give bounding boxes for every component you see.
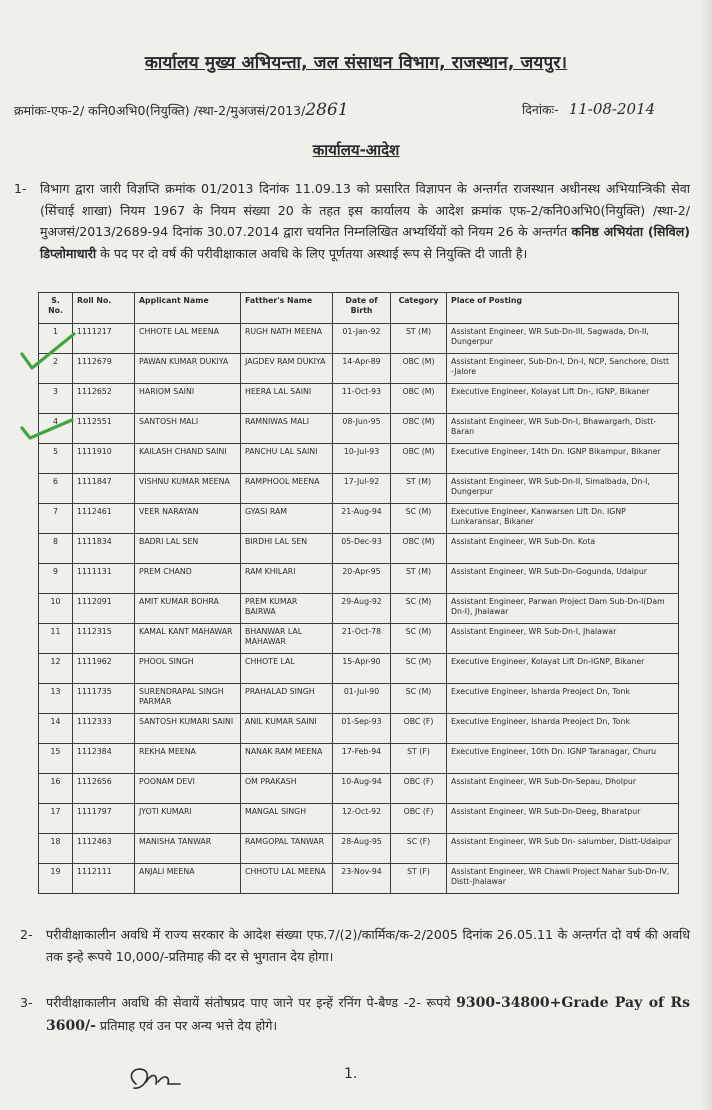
col-header-posting: Place of Posting — [447, 293, 679, 324]
cell-sno: 11 — [39, 624, 73, 654]
table-row — [39, 864, 679, 894]
paragraph-1-end: के पद पर दो वर्ष की परीवीक्षाकाल अवधि के लिए पूर्णतया अस्थाई रूप से नियुक्ति दी जाती है। — [100, 245, 528, 261]
col-header-dob: Date of Birth — [333, 293, 391, 324]
cell-category: ST (F) — [391, 864, 447, 894]
cell-father-name: OM PRAKASH — [241, 774, 333, 804]
reference-number-line — [14, 100, 349, 120]
table-row — [39, 834, 679, 864]
table-row — [39, 774, 679, 804]
cell-roll-no: 1112315 — [73, 624, 135, 654]
cell-date-of-birth: 20-Apr-95 — [333, 564, 391, 594]
cell-applicant-name: VEER NARAYAN — [135, 504, 241, 534]
cell-father-name: RAM KHILARI — [241, 564, 333, 594]
table-body — [39, 324, 679, 894]
table-row — [39, 384, 679, 414]
cell-sno: 7 — [39, 504, 73, 534]
cell-place-of-posting: Assistant Engineer, WR Sub-Dn-II, Simalbada, Dn-I, Dungerpur — [447, 474, 679, 504]
paragraph-3-body: परीवीक्षाकालीन अवधि की सेवायें संतोषप्रद पाए जाने पर इन्हें रनिंग पे-बैण्ड -2- रूपये — [46, 995, 451, 1010]
paragraph-1-body: विभाग द्वारा जारी विज्ञप्ति क्रमांक 01/2013 दिनांक 11.09.13 को प्रसारित विज्ञापन के अन्तर्गत राजस्थान अधीनस्थ अभियान्त्रिकी सेवा (सिंचाई शाखा) नियम 1967 के नियम संख्या 20 के तहत इस कार्यालय के आदेश क्रमांक एफ-2/कनि0अभि0(नियुक्ति) /स्था-2/मुअजसं/2013/2689-94 दिनांक 30.07.2014 द्वारा चयनित निम्नलिखित अभ्यर्थियों को नियम 26 के अन्तर्गत — [40, 181, 690, 240]
cell-category: OBC (F) — [391, 714, 447, 744]
table-row — [39, 414, 679, 444]
cell-place-of-posting: Assistant Engineer, WR Chawli Project Nahar Sub-Dn-IV, Distt-Jhalawar — [447, 864, 679, 894]
cell-applicant-name: SURENDRAPAL SINGH PARMAR — [135, 684, 241, 714]
cell-sno: 9 — [39, 564, 73, 594]
paragraph-3-text — [46, 992, 690, 1037]
cell-category: SC (M) — [391, 594, 447, 624]
paragraph-1-number: 1- — [14, 181, 27, 196]
cell-date-of-birth: 17-Feb-94 — [333, 744, 391, 774]
cell-category: OBC (F) — [391, 804, 447, 834]
cell-date-of-birth: 14-Apr-89 — [333, 354, 391, 384]
post-name-bold: कनिष्ठ अभियंता (सिविल) डिप्लोमाधारी — [40, 224, 690, 261]
paragraph-3-end: प्रतिमाह एवं उन पर अन्य भत्ते देय होगे। — [99, 1017, 278, 1033]
cell-date-of-birth: 08-Jun-95 — [333, 414, 391, 444]
cell-father-name: BIRDHI LAL SEN — [241, 534, 333, 564]
cell-roll-no: 1112111 — [73, 864, 135, 894]
cell-place-of-posting: Assistant Engineer, WR Sub-Dn-Sepau, Dholpur — [447, 774, 679, 804]
cell-date-of-birth: 15-Apr-90 — [333, 654, 391, 684]
cell-date-of-birth: 10-Jul-93 — [333, 444, 391, 474]
table-row — [39, 444, 679, 474]
cell-sno: 8 — [39, 534, 73, 564]
scan-edge-shadow — [700, 0, 712, 1110]
cell-date-of-birth: 29-Aug-92 — [333, 594, 391, 624]
cell-roll-no: 1112461 — [73, 504, 135, 534]
cell-sno: 5 — [39, 444, 73, 474]
cell-father-name: BHANWAR LAL MAHAWAR — [241, 624, 333, 654]
cell-father-name: HEERA LAL SAINI — [241, 384, 333, 414]
cell-roll-no: 1111962 — [73, 654, 135, 684]
date-line — [522, 100, 655, 118]
cell-sno: 16 — [39, 774, 73, 804]
cell-roll-no: 1111735 — [73, 684, 135, 714]
paragraph-2-text: परीवीक्षाकालीन अवधि में राज्य सरकार के आदेश संख्या एफ.7/(2)/कार्मिक/क-2/2005 दिनांक 26.05.11 के अन्तर्गत दो वर्ष की अवधि तक इन्हे रूपये 10,000/-प्रतिमाह की दर से भुगतान देय होगा। — [46, 927, 690, 964]
cell-place-of-posting: Assistant Engineer, WR Sub-Dn-III, Sagwada, Dn-II, Dungerpur — [447, 324, 679, 354]
cell-father-name: RAMPHOOL MEENA — [241, 474, 333, 504]
cell-date-of-birth: 17-Jul-92 — [333, 474, 391, 504]
cell-place-of-posting: Assistant Engineer, Parwan Project Dam Sub-Dn-I(Dam Dn-I), Jhalawar — [447, 594, 679, 624]
cell-date-of-birth: 21-Oct-78 — [333, 624, 391, 654]
cell-sno: 15 — [39, 744, 73, 774]
cell-sno: 6 — [39, 474, 73, 504]
cell-place-of-posting: Executive Engineer, 10th Dn. IGNP Taranagar, Churu — [447, 744, 679, 774]
cell-date-of-birth: 05-Dec-93 — [333, 534, 391, 564]
cell-applicant-name: BADRI LAL SEN — [135, 534, 241, 564]
cell-category: OBC (M) — [391, 354, 447, 384]
green-check-mark-icon — [18, 416, 76, 442]
cell-roll-no: 1111847 — [73, 474, 135, 504]
cell-date-of-birth: 01-Jan-92 — [333, 324, 391, 354]
cell-date-of-birth: 21-Aug-94 — [333, 504, 391, 534]
cell-applicant-name: PHOOL SINGH — [135, 654, 241, 684]
cell-category: ST (M) — [391, 474, 447, 504]
paragraph-2 — [20, 924, 690, 967]
cell-place-of-posting: Assistant Engineer, Sub-Dn-I, Dn-I, NCP, Sanchore, Distt -Jalore — [447, 354, 679, 384]
cell-applicant-name: SANTOSH MALI — [135, 414, 241, 444]
cell-roll-no: 1112652 — [73, 384, 135, 414]
cell-applicant-name: KAMAL KANT MAHAWAR — [135, 624, 241, 654]
cell-applicant-name: KAILASH CHAND SAINI — [135, 444, 241, 474]
cell-roll-no: 1112551 — [73, 414, 135, 444]
cell-roll-no: 1112333 — [73, 714, 135, 744]
table-row — [39, 564, 679, 594]
cell-applicant-name: ANJALI MEENA — [135, 864, 241, 894]
cell-sno: 19 — [39, 864, 73, 894]
cell-roll-no: 1112091 — [73, 594, 135, 624]
paragraph-1 — [14, 178, 690, 264]
cell-applicant-name: PREM CHAND — [135, 564, 241, 594]
cell-roll-no: 1112384 — [73, 744, 135, 774]
table-row — [39, 654, 679, 684]
cell-place-of-posting: Assistant Engineer, WR Sub-Dn-Deeg, Bharatpur — [447, 804, 679, 834]
cell-father-name: RAMNIWAS MALI — [241, 414, 333, 444]
cell-father-name: PANCHU LAL SAINI — [241, 444, 333, 474]
cell-father-name: JAGDEV RAM DUKIYA — [241, 354, 333, 384]
cell-category: ST (F) — [391, 744, 447, 774]
table-row — [39, 354, 679, 384]
table-row — [39, 324, 679, 354]
cell-roll-no: 1111834 — [73, 534, 135, 564]
cell-sno: 12 — [39, 654, 73, 684]
cell-applicant-name: AMIT KUMAR BOHRA — [135, 594, 241, 624]
cell-category: ST (M) — [391, 564, 447, 594]
cell-roll-no: 1112679 — [73, 354, 135, 384]
paragraph-3 — [20, 992, 690, 1037]
reference-number-handwritten: 2861 — [305, 100, 349, 120]
paragraph-1-text — [40, 178, 690, 264]
date-label: दिनांकः- — [522, 102, 559, 117]
cell-sno: 2 — [39, 354, 73, 384]
date-handwritten: 11-08-2014 — [568, 100, 656, 118]
cell-place-of-posting: Assistant Engineer, WR Sub-Dn-I, Bhawargarh, Distt-Baran — [447, 414, 679, 444]
col-header-category: Category — [391, 293, 447, 324]
paragraph-2-number: 2- — [20, 927, 33, 942]
cell-roll-no: 1111217 — [73, 324, 135, 354]
cell-date-of-birth: 01-Jul-90 — [333, 684, 391, 714]
cell-applicant-name: JYOTI KUMARI — [135, 804, 241, 834]
cell-place-of-posting: Executive Engineer, Kanwarsen Lift Dn. IGNP Lunkaransar, Bikaner — [447, 504, 679, 534]
reference-prefix: क्रमांकः-एफ-2/ कनि0अभि0(नियुक्ति) /स्था-2/मुअजसं/2013/ — [14, 103, 306, 118]
cell-place-of-posting: Executive Engineer, 14th Dn. IGNP Bikampur, Bikaner — [447, 444, 679, 474]
cell-father-name: PRAHALAD SINGH — [241, 684, 333, 714]
table-row — [39, 504, 679, 534]
cell-sno: 1 — [39, 324, 73, 354]
cell-category: OBC (F) — [391, 774, 447, 804]
cell-applicant-name: VISHNU KUMAR MEENA — [135, 474, 241, 504]
candidate-table — [38, 292, 679, 894]
cell-sno: 4 — [39, 414, 73, 444]
cell-sno: 13 — [39, 684, 73, 714]
cell-date-of-birth: 01-Sep-93 — [333, 714, 391, 744]
cell-date-of-birth: 28-Aug-95 — [333, 834, 391, 864]
cell-place-of-posting: Assistant Engineer, WR Sub Dn- salumber, Distt-Udaipur — [447, 834, 679, 864]
cell-applicant-name: POONAM DEVI — [135, 774, 241, 804]
cell-category: SC (M) — [391, 624, 447, 654]
cell-sno: 17 — [39, 804, 73, 834]
cell-sno: 14 — [39, 714, 73, 744]
cell-category: SC (M) — [391, 654, 447, 684]
order-title: कार्यालय-आदेश — [312, 141, 400, 159]
cell-category: OBC (M) — [391, 444, 447, 474]
table-row — [39, 744, 679, 774]
cell-category: OBC (M) — [391, 414, 447, 444]
cell-place-of-posting: Executive Engineer, Isharda Preoject Dn, Tonk — [447, 714, 679, 744]
table-row — [39, 474, 679, 504]
cell-applicant-name: HARIOM SAINI — [135, 384, 241, 414]
office-header-title: कार्यालय मुख्य अभियन्ता, जल संसाधन विभाग, राजस्थान, जयपुर। — [144, 53, 568, 73]
col-header-name: Applicant Name — [135, 293, 241, 324]
cell-father-name: MANGAL SINGH — [241, 804, 333, 834]
footer-mark: 1. — [344, 1066, 358, 1082]
cell-roll-no: 1112463 — [73, 834, 135, 864]
table-row — [39, 714, 679, 744]
cell-applicant-name: CHHOTE LAL MEENA — [135, 324, 241, 354]
green-check-mark-icon — [18, 330, 78, 372]
cell-category: OBC (M) — [391, 384, 447, 414]
cell-place-of-posting: Executive Engineer, Kolayat Lift Dn-IGNP, Bikaner — [447, 654, 679, 684]
cell-date-of-birth: 23-Nov-94 — [333, 864, 391, 894]
cell-place-of-posting: Assistant Engineer, WR Sub-Dn-I, Jhalawar — [447, 624, 679, 654]
cell-father-name: RAMGOPAL TANWAR — [241, 834, 333, 864]
col-header-sno: S. No. — [39, 293, 73, 324]
paragraph-3-number: 3- — [20, 995, 33, 1010]
cell-applicant-name: REKHA MEENA — [135, 744, 241, 774]
cell-date-of-birth: 10-Aug-94 — [333, 774, 391, 804]
cell-category: SC (F) — [391, 834, 447, 864]
cell-roll-no: 1112656 — [73, 774, 135, 804]
cell-sno: 3 — [39, 384, 73, 414]
table-row — [39, 594, 679, 624]
cell-category: SC (M) — [391, 684, 447, 714]
cell-roll-no: 1111131 — [73, 564, 135, 594]
cell-applicant-name: MANISHA TANWAR — [135, 834, 241, 864]
cell-applicant-name: PAWAN KUMAR DUKIYA — [135, 354, 241, 384]
cell-father-name: GYASI RAM — [241, 504, 333, 534]
cell-place-of-posting: Assistant Engineer, WR Sub-Dn. Kota — [447, 534, 679, 564]
cell-applicant-name: SANTOSH KUMARI SAINI — [135, 714, 241, 744]
cell-roll-no: 1111910 — [73, 444, 135, 474]
cell-category: SC (M) — [391, 504, 447, 534]
cell-place-of-posting: Assistant Engineer, WR Sub-Dn-Gogunda, Udaipur — [447, 564, 679, 594]
handwritten-signature-icon — [122, 1062, 186, 1096]
cell-father-name: CHHOTE LAL — [241, 654, 333, 684]
table-row — [39, 684, 679, 714]
cell-roll-no: 1111797 — [73, 804, 135, 834]
table-row — [39, 804, 679, 834]
cell-sno: 10 — [39, 594, 73, 624]
cell-place-of-posting: Executive Engineer, Isharda Preoject Dn, Tonk — [447, 684, 679, 714]
cell-date-of-birth: 11-Oct-93 — [333, 384, 391, 414]
cell-father-name: CHHOTU LAL MEENA — [241, 864, 333, 894]
cell-father-name: ANIL KUMAR SAINI — [241, 714, 333, 744]
table-row — [39, 624, 679, 654]
cell-father-name: RUGH NATH MEENA — [241, 324, 333, 354]
cell-date-of-birth: 12-Oct-92 — [333, 804, 391, 834]
cell-father-name: PREM KUMAR BAIRWA — [241, 594, 333, 624]
table-row — [39, 534, 679, 564]
cell-father-name: NANAK RAM MEENA — [241, 744, 333, 774]
cell-sno: 18 — [39, 834, 73, 864]
table-header-row — [39, 293, 679, 324]
cell-category: ST (M) — [391, 324, 447, 354]
col-header-roll: Roll No. — [73, 293, 135, 324]
cell-category: OBC (M) — [391, 534, 447, 564]
pay-scale: 9300-34800+Grade Pay of Rs 3600/- — [46, 995, 690, 1034]
col-header-father: Fatther's Name — [241, 293, 333, 324]
cell-place-of-posting: Executive Engineer, Kolayat Lift Dn-, IGNP, Bikaner — [447, 384, 679, 414]
